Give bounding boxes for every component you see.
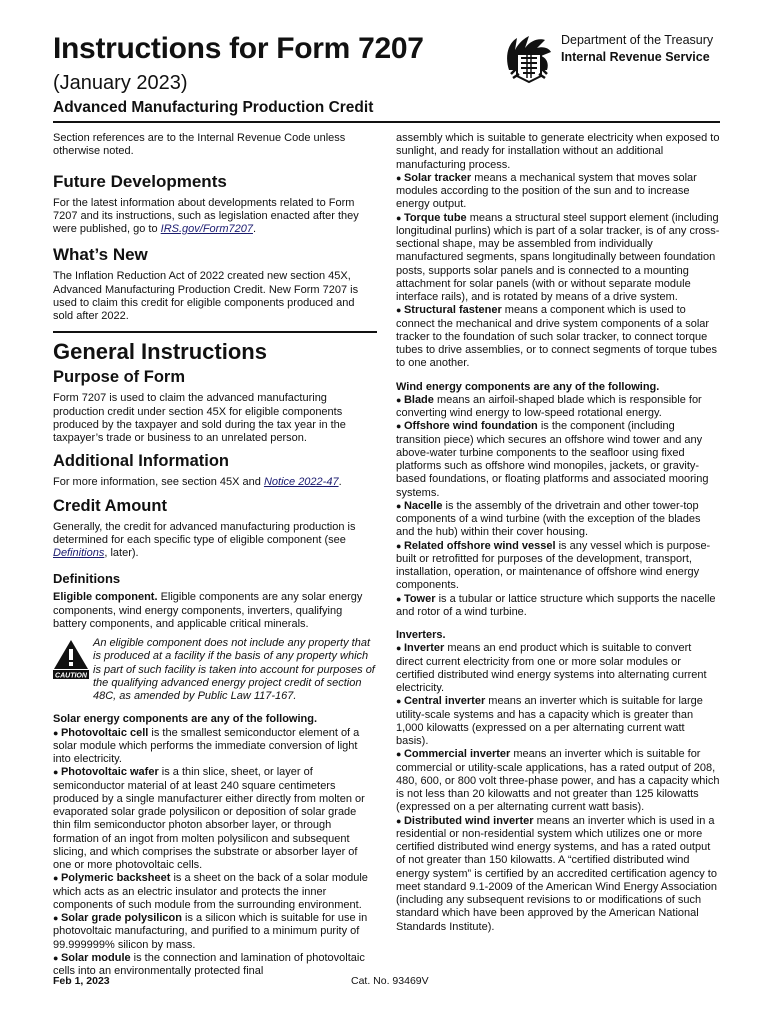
continued-text: assembly which is suitable to generate electricity when exposed to sunlight, and ready for installation without an additional manufacturing process. (396, 132, 720, 171)
definition-text: is any vessel which is purpose-built or retrofitted for purposes of the development, transport, installation, operation, or maintenance of offshore wind energy components. (396, 539, 711, 592)
definition-term: Offshore wind foundation (403, 420, 538, 433)
whats-new-text: The Inflation Reduction Act of 2022 created new section 45X, Advanced Manufacturing Production Credit. New Form 7207 is used to claim this credit for eligible components produced and sold after 2022. (53, 270, 359, 322)
bullet-icon: ● (396, 815, 404, 826)
intro-text: Section references are to the Internal Revenue Code unless otherwise noted. (53, 132, 346, 158)
bullet-icon: ● (396, 500, 404, 511)
definition-term: Central inverter (403, 695, 486, 708)
additional-info-heading: Additional Information (53, 452, 229, 471)
bullet-icon: ● (53, 873, 61, 884)
caution-icon (53, 639, 89, 679)
caution-note (53, 637, 377, 703)
definition-item (396, 172, 720, 212)
agency-block (503, 30, 723, 90)
definition-text: is a sheet on the back of a solar module which acts as an electric insulator and protects the inner components of such module from the surrounding environment. (53, 872, 368, 911)
general-instructions-heading: General Instructions (53, 339, 267, 365)
definition-item (396, 420, 720, 500)
definition-item (396, 815, 720, 934)
department-line: Department of the Treasury (561, 33, 714, 47)
definitions-heading: Definitions (53, 571, 121, 587)
bullet-icon: ● (396, 172, 404, 183)
definition-term: Structural fastener (403, 304, 502, 317)
right-column (396, 132, 720, 934)
definition-item (396, 394, 720, 421)
definition-item (396, 212, 720, 305)
revision-date: (January 2023) (53, 72, 188, 94)
definition-text: is a silicon which is suitable for use in photovoltaic manufacturing, and purified to a minimum purity of 99.999999% silicon by mass. (53, 912, 368, 951)
solar-list (53, 727, 377, 979)
page-title: Instructions for Form 7207 (53, 32, 424, 65)
bullet-icon: ● (396, 212, 404, 223)
general-instructions-rule (53, 331, 377, 333)
definition-term: Commercial inverter (403, 748, 511, 761)
bullet-icon: ● (396, 540, 404, 551)
whats-new-heading: What’s New (53, 245, 148, 265)
bullet-icon: ● (53, 727, 61, 738)
bullet-icon: ● (396, 643, 404, 654)
solar-list-continued (396, 172, 720, 371)
definition-term: Inverter (403, 642, 445, 655)
definition-item (396, 500, 720, 540)
bullet-icon: ● (53, 952, 61, 963)
bullet-icon: ● (396, 593, 404, 604)
definitions-link[interactable]: Definitions (53, 547, 105, 559)
future-developments-text: For the latest information about developments related to Form 7207 and its instructions, such as legislation enacted after they were published, go to IRS.gov/Form7207. (53, 196, 359, 235)
left-column (53, 132, 377, 978)
notice-link[interactable]: Notice 2022-47 (263, 476, 339, 489)
form7207-link[interactable]: IRS.gov/Form7207 (160, 223, 253, 235)
definition-text: means an inverter which is suitable for commercial or utility-scale applications, has a rated output of 208, 480, 600, or 800 volt three-phase power, and has a capacity which is not less than 20 kilowatts and not greater than 125 kilowatts (expressed on a per alternating current watt basis). (396, 748, 720, 814)
definition-item (53, 727, 377, 767)
definition-text: means an airfoil-shaped blade which is responsible for converting wind energy to low-speed rotational energy. (396, 393, 702, 419)
definition-text: means a component which is used to connect the mechanical and drive system components of a solar tracker to the foundation of such solar tracker, to connect torque tubes to drive assemblies, or to connect segments of torque tubes to one another. (396, 304, 718, 370)
purpose-heading: Purpose of Form (53, 368, 186, 387)
definition-item (396, 642, 720, 695)
caution-label: CAUTION (55, 672, 87, 679)
bullet-icon: ● (396, 696, 404, 707)
definition-term: Solar grade polysilicon (60, 912, 182, 924)
caution-text: An eligible component does not include any property that is produced at a facility if the basis of any property which is part of such facility is taken into account for purposes of the qualifying advanced energy project credit of section 48C, as amended by Public Law 117-167. (93, 637, 375, 702)
definition-term: Distributed wind inverter (403, 814, 534, 827)
definition-text: means a mechanical system that moves solar modules according to the position of the sun and to increase energy output. (396, 171, 697, 211)
definition-term: Photovoltaic wafer (60, 766, 159, 779)
definition-text: means an end product which is suitable to convert direct current electricity from one or more solar modules or certified distributed wind energy systems into alternating current electricity. (396, 642, 707, 694)
additional-info-text: For more information, see section 45X and Notice 2022-47. (53, 476, 342, 489)
bullet-icon: ● (396, 421, 404, 432)
bullet-icon: ● (396, 749, 404, 760)
definition-text: is a tubular or lattice structure which supports the nacelle and rotor of a wind turbine. (396, 592, 716, 618)
definition-text: means a structural steel support element (including longitudinal purlins) which is part of a solar tracker, is of any cross-sectional shape, may be assembled from individually manufactured segments, spans longitudinally between foundation posts, supports solar panels and is connected to a mounting attachment for solar panels (with or without separate module interface rails), and is rotated by means of a drive system. (396, 211, 720, 303)
credit-amount-text: Generally, the credit for advanced manufacturing production is determined for each specific type of eligible component (see Definitions, later). (53, 520, 356, 559)
definition-item (396, 748, 720, 814)
definition-item (396, 593, 720, 620)
definition-term: Torque tube (403, 211, 467, 224)
definition-text: means an inverter which is suitable for large utility-scale systems and has a capacity which is greater than 1,000 kilowatts (expressed on a per alternating current watt basis). (396, 695, 703, 747)
irs-eagle-seal-icon (503, 30, 555, 84)
catalog-number: Cat. No. 93469V (351, 975, 429, 987)
future-developments-heading: Future Developments (53, 171, 227, 191)
form-subtitle: Advanced Manufacturing Production Credit (53, 99, 374, 116)
definition-text: is the connection and lamination of photovoltaic cells into an environmentally protected final (53, 951, 365, 977)
definition-text: means an inverter which is used in a residential or non-residential system which utilizes one or more certified distributed wind energy systems, and has a rated output of not greater than 150 kilowatts. A “certified distributed wind energy system” is certified by an accredited certification agency to meet standard 9.1-2009 of the American Wind Energy Association (including any subsequent revisions to or modifications of such standard which have been approved by the American National Standards Institute). (396, 814, 718, 933)
inverter-list (396, 642, 720, 934)
definition-item (53, 912, 377, 952)
irs-line: Internal Revenue Service (561, 50, 710, 64)
definition-item (53, 766, 377, 872)
wind-header: Wind energy components are any of the following. (396, 380, 660, 393)
definition-item (396, 304, 720, 370)
definition-term: Polymeric backsheet (60, 872, 171, 885)
definition-text: is the assembly of the drivetrain and other tower-top components of a wind turbine (with the exception of the blades and the hub) within their cover housing. (396, 499, 701, 539)
bullet-icon: ● (396, 305, 404, 316)
credit-amount-heading: Credit Amount (53, 496, 167, 515)
definition-item (396, 695, 720, 748)
definition-text: is the component (including transition piece) which secures an offshore wind tower and any above-water turbine components to the seafloor using fixed platforms such as offshore wind monopiles, jackets, or gravity-based foundations, or floating platforms and associated mooring systems. (396, 420, 709, 499)
inverters-header: Inverters. (396, 629, 446, 641)
purpose-text: Form 7207 is used to claim the advanced manufacturing production credit under section 45X for eligible components produced by the taxpayer and sold during the tax year in the taxpayer’s trade or business to an unrelated person. (53, 392, 346, 444)
bullet-icon: ● (396, 394, 404, 405)
agency-name (561, 32, 713, 66)
solar-header: Solar energy components are any of the following. (53, 713, 318, 726)
title-rule (53, 121, 720, 123)
wind-list (396, 394, 720, 619)
definition-text: is a thin slice, sheet, or layer of semiconductor material of at least 240 square centimeters produced by a single manufacturer either directly from molten or evaporated solar grade polysilicon or deposition of solar grade thin film semiconductor photon absorber layer, or through formation of an ingot from molten polysilicon and subsequent slicing, and which comprises the substrate or absorber layer of one or more photovoltaic cells. (53, 766, 365, 871)
definition-term: Blade (403, 393, 434, 406)
definition-text: is the smallest semiconductor element of a solar module which performs the immediate conversion of light into electricity. (53, 726, 360, 765)
definition-item (53, 872, 377, 912)
definition-term: Solar tracker (403, 171, 472, 184)
definition-term: Tower (403, 592, 436, 605)
bullet-icon: ● (53, 913, 61, 923)
definition-term: Photovoltaic cell (60, 726, 149, 739)
definition-term: Nacelle (403, 499, 443, 512)
definition-term: Solar module (60, 951, 131, 964)
bullet-icon: ● (53, 767, 61, 778)
eligible-component-text: Eligible component. Eligible components are any solar energy components, wind energy components, inverters, qualifying battery components, and applicable critical minerals. (53, 591, 363, 630)
definition-term: Related offshore wind vessel (403, 539, 556, 552)
definition-item (396, 540, 720, 593)
footer-date: Feb 1, 2023 (53, 975, 110, 987)
